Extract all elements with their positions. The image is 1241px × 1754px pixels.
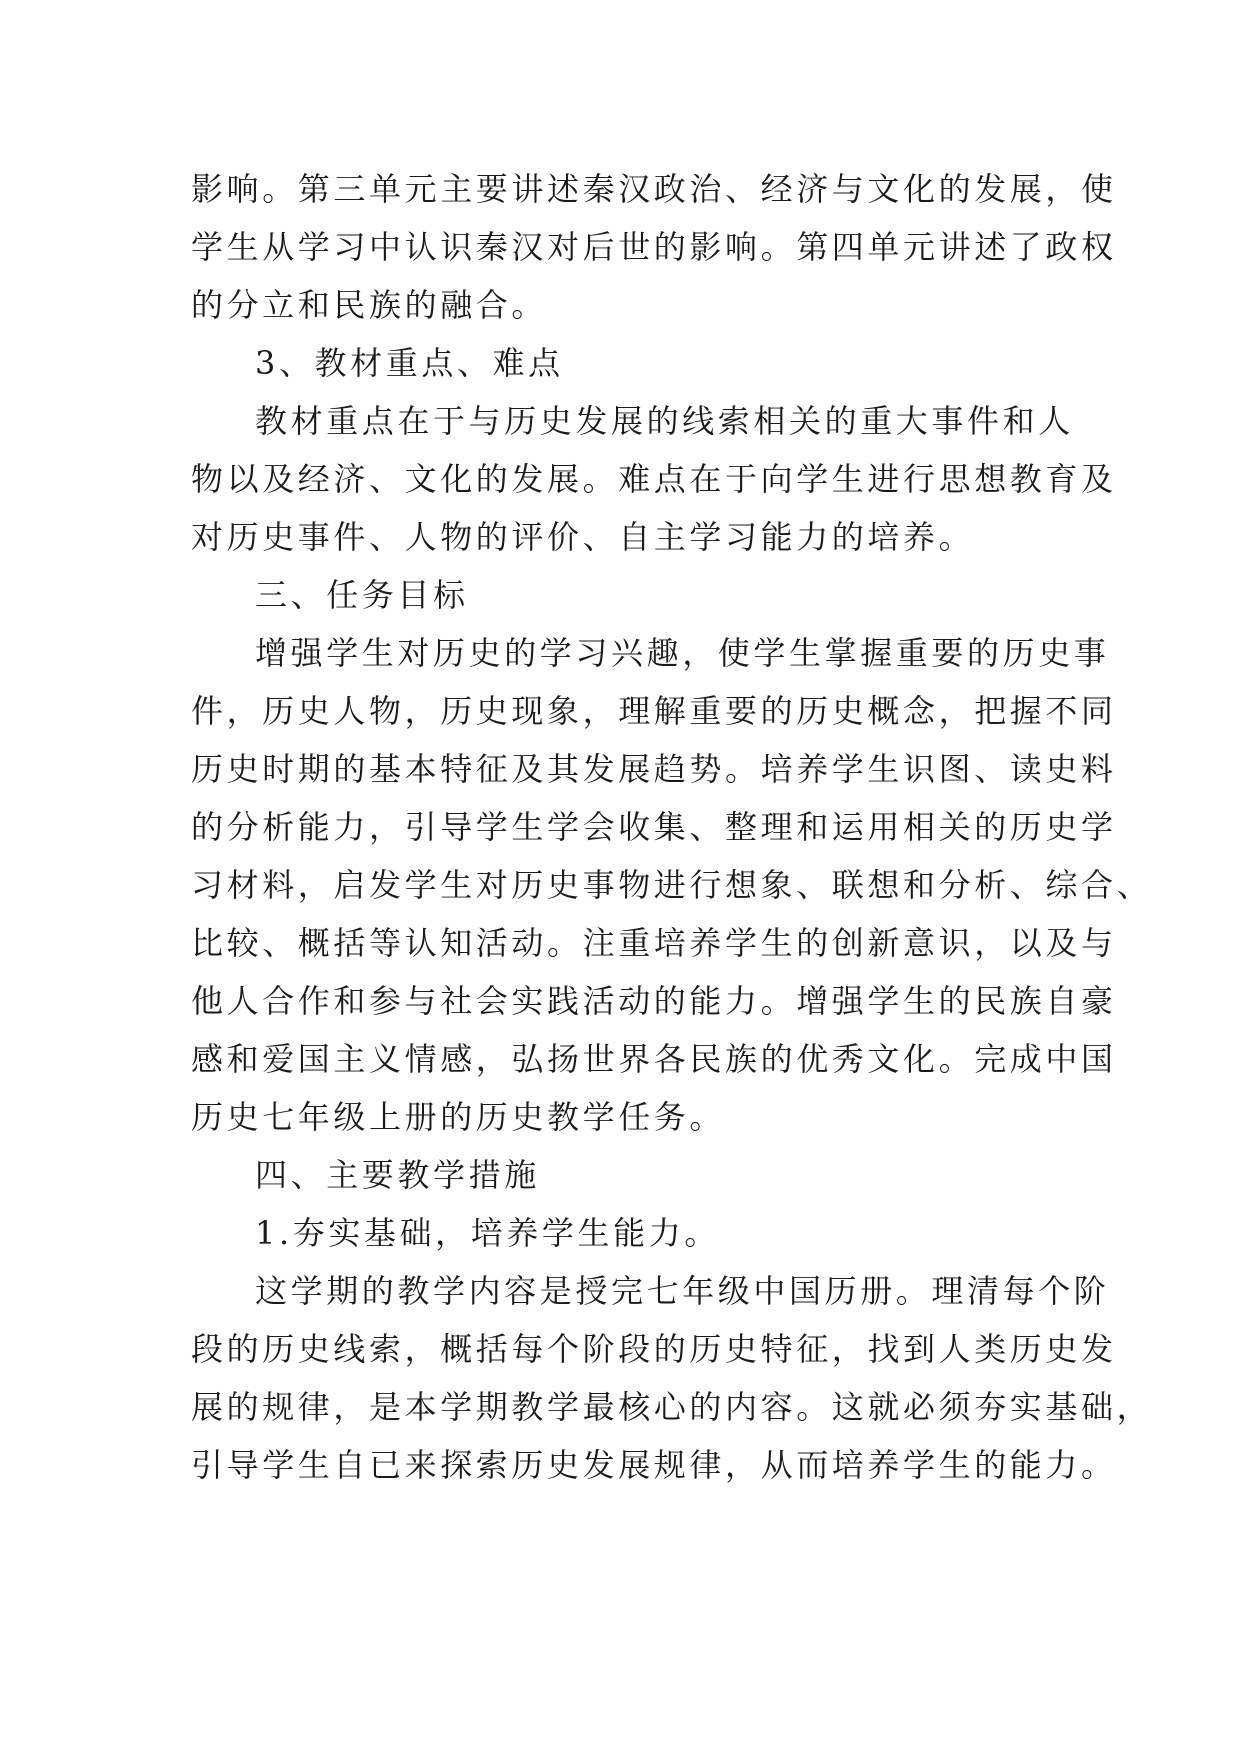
paragraph-first-line: 这学期的教学内容是授完七年级中国历册。理清每个阶 — [255, 1272, 1110, 1310]
body-line: 学生从学习中认识秦汉对后世的影响。第四单元讲述了政权 — [191, 228, 1117, 266]
body-line: 习材料，启发学生对历史事物进行想象、联想和分析、综合、 — [191, 866, 1153, 904]
section-heading: 三、任务目标 — [255, 576, 469, 614]
body-line: 段的历史线索，概括每个阶段的历史特征，找到人类历史发 — [191, 1330, 1117, 1368]
body-line: 历史时期的基本特征及其发展趋势。培养学生识图、读史料 — [191, 750, 1117, 788]
body-line: 的分立和民族的融合。 — [191, 286, 548, 324]
paragraph-first-line: 增强学生对历史的学习兴趣，使学生掌握重要的历史事 — [255, 634, 1110, 672]
body-line: 他人合作和参与社会实践活动的能力。增强学生的民族自豪 — [191, 982, 1117, 1020]
body-line: 影响。第三单元主要讲述秦汉政治、经济与文化的发展，使 — [191, 170, 1117, 208]
section-heading: 四、主要教学措施 — [255, 1156, 540, 1194]
body-line: 感和爱国主义情感，弘扬世界各民族的优秀文化。完成中国 — [191, 1040, 1117, 1078]
body-line: 件，历史人物，历史现象，理解重要的历史概念，把握不同 — [191, 692, 1117, 730]
body-line: 对历史事件、人物的评价、自主学习能力的培养。 — [191, 518, 975, 556]
subsection-heading: 1.夯实基础，培养学生能力。 — [255, 1214, 720, 1252]
document-body — [191, 160, 1153, 1494]
section-heading: 3、教材重点、难点 — [255, 344, 564, 382]
body-line: 引导学生自已来探索历史发展规律，从而培养学生的能力。 — [191, 1446, 1117, 1484]
body-line: 展的规律，是本学期教学最核心的内容。这就必须夯实基础， — [191, 1388, 1153, 1426]
paragraph-first-line: 教材重点在于与历史发展的线索相关的重大事件和人 — [255, 402, 1074, 440]
body-line: 比较、概括等认知活动。注重培养学生的创新意识，以及与 — [191, 924, 1117, 962]
body-line: 历史七年级上册的历史教学任务。 — [191, 1098, 726, 1136]
body-line: 物以及经济、文化的发展。难点在于向学生进行思想教育及 — [191, 460, 1117, 498]
body-line: 的分析能力，引导学生学会收集、整理和运用相关的历史学 — [191, 808, 1117, 846]
